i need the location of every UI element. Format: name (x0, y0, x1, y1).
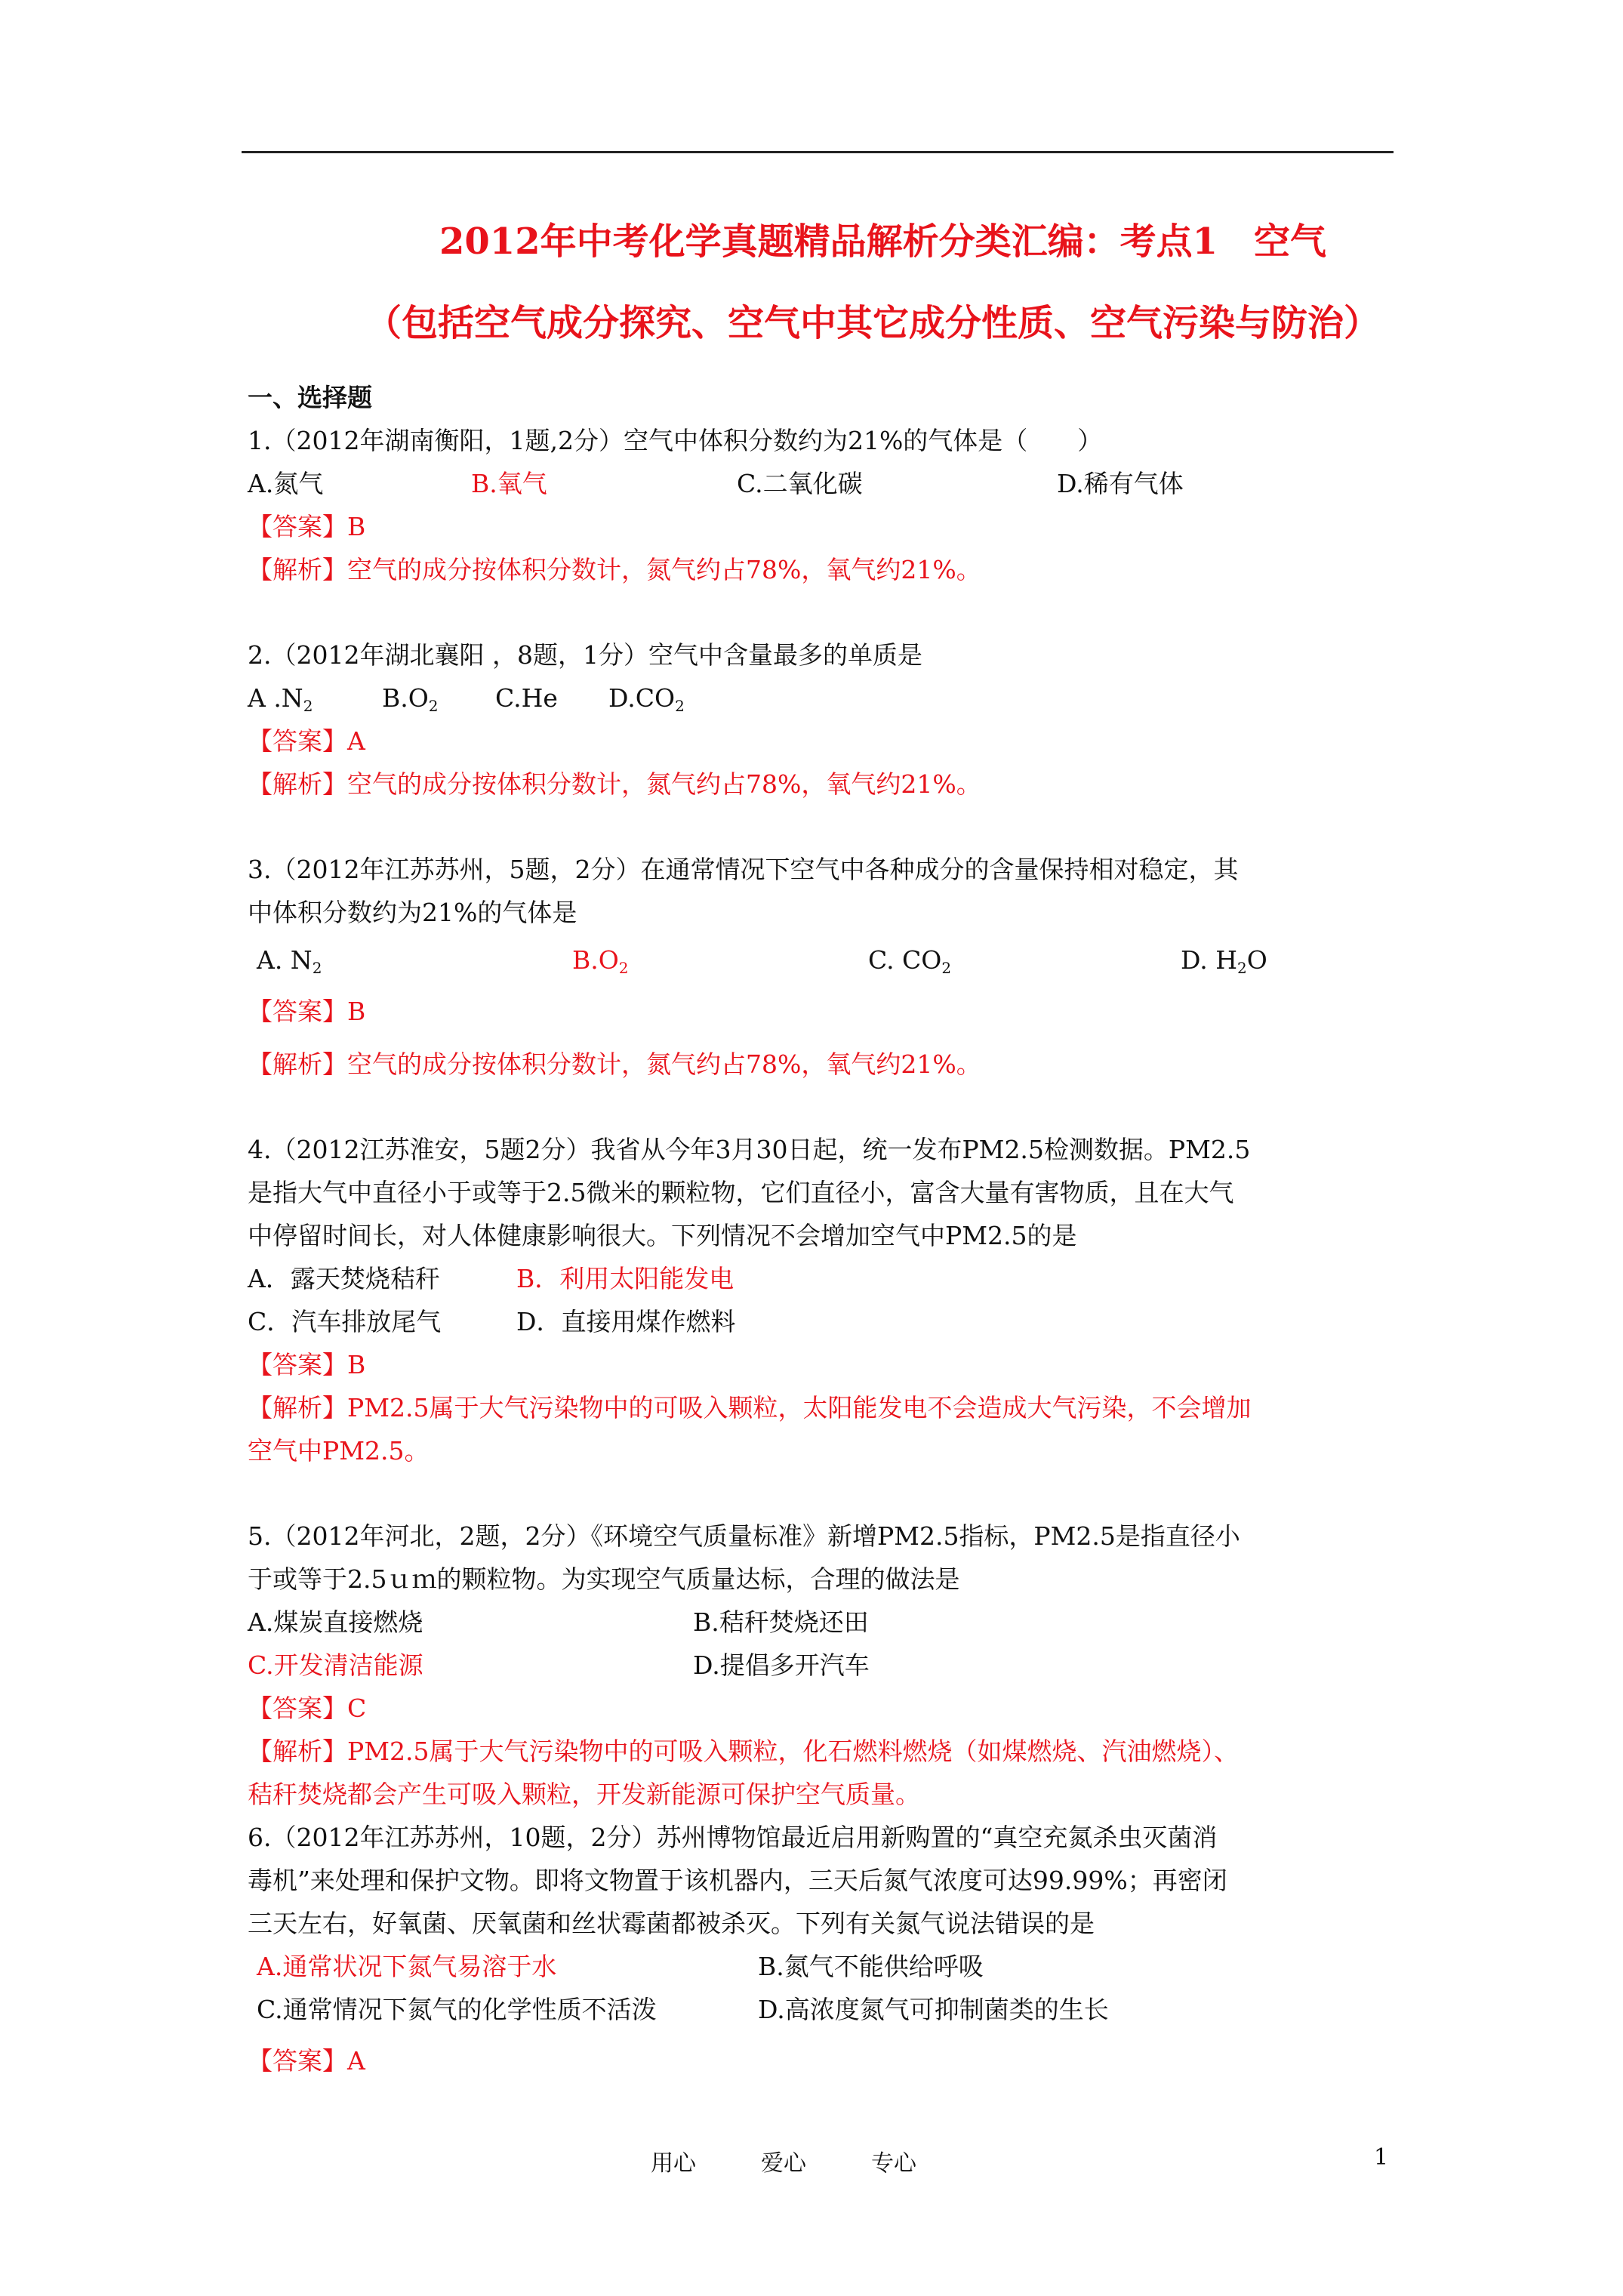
q5-stem-line-1: 5.（2012年河北，2题，2分）《环境空气质量标准》新增PM2.5指标，PM2.5是指直径小 (248, 1521, 1240, 1551)
q5-option-a: A.煤炭直接燃烧 (248, 1607, 423, 1637)
footer-word-2: 爱心 (761, 2150, 806, 2177)
q6-options-row-2 (248, 1988, 1395, 2031)
q1-option-d: D.稀有气体 (1057, 469, 1184, 498)
q5-stem-line-2: 于或等于2.5ｕｍ的颗粒物。为实现空气质量达标，合理的做法是 (248, 1564, 960, 1594)
q3-stem-line-2: 中体积分数约为21%的气体是 (248, 898, 577, 927)
q6-options-row-1 (248, 1945, 1395, 1988)
q2-analysis-text: 空气的成分按体积分数计，氮气约占78%，氧气约21%。 (347, 769, 981, 799)
footer-word-1: 用心 (651, 2150, 696, 2177)
q3-option-c: C. $CO_2$ (868, 945, 952, 977)
q3-options (248, 934, 1395, 987)
q4-analysis (248, 1386, 1395, 1429)
q5-options-row-1 (248, 1601, 1395, 1644)
q1-answer (248, 505, 1395, 548)
q3-analysis-text: 空气的成分按体积分数计，氮气约占78%，氧气约21%。 (347, 1049, 981, 1079)
q1-option-b: B.氧气 (471, 469, 547, 498)
q2-analysis (248, 763, 1395, 806)
page-footer (0, 2144, 1623, 2190)
q5-options-row-2 (248, 1644, 1395, 1687)
q6-stem-line-1: 6.（2012年江苏苏州，10题，2分）苏州博物馆最近启用新购置的“真空充氮杀虫灭菌消 (248, 1823, 1218, 1852)
q1-option-c: C.二氧化碳 (737, 469, 863, 498)
q1-analysis-text: 空气的成分按体积分数计，氮气约占78%，氧气约21%。 (347, 555, 981, 584)
q1-stem: 1.（2012年湖南衡阳，1题,2分）空气中体积分数约为21%的气体是（ ） (248, 426, 1103, 455)
header-rule (242, 151, 1394, 153)
q6-option-d: D.高浓度氮气可抑制菌类的生长 (758, 1995, 1109, 2024)
q4-option-b: B．利用太阳能发电 (516, 1264, 735, 1293)
analysis-label: 【解析】 (248, 1737, 347, 1766)
q2-answer (248, 720, 1395, 763)
analysis-label: 【解析】 (248, 1049, 347, 1079)
q4-option-c: C．汽车排放尾气 (248, 1307, 442, 1336)
q1-answer-value: B (347, 512, 366, 541)
page-number: 1 (1374, 2144, 1389, 2171)
q4-options-row-1 (248, 1257, 1395, 1300)
q2-options (248, 676, 1395, 720)
q3-analysis (248, 1043, 1395, 1086)
q4-stem-line-3: 中停留时间长，对人体健康影响很大。下列情况不会增加空气中PM2.5的是 (248, 1221, 1077, 1250)
q4-analysis-text-1: PM2.5属于大气污染物中的可吸入颗粒，太阳能发电不会造成大气污染，不会增加 (347, 1393, 1252, 1422)
q4-option-d: D．直接用煤作燃料 (516, 1307, 736, 1336)
q6-stem-line-3: 三天左右，好氧菌、厌氧菌和丝状霉菌都被杀灭。下列有关氮气说法错误的是 (248, 1909, 1095, 1938)
q5-analysis (248, 1730, 1395, 1773)
q3-option-a: A. $N_2$ (257, 945, 322, 977)
q5-option-c: C.开发清洁能源 (248, 1650, 423, 1680)
q2-option-a: A $.N_2$ (248, 683, 313, 715)
q2-option-c: C.He (495, 683, 558, 713)
analysis-label: 【解析】 (248, 1393, 347, 1422)
answer-label: 【答案】 (248, 1693, 347, 1723)
answer-label: 【答案】 (248, 1350, 347, 1379)
q4-stem-line-1: 4.（2012江苏淮安，5题2分）我省从今年3月30日起，统一发布PM2.5检测数据。PM2.5 (248, 1135, 1251, 1164)
q1-options (248, 462, 1395, 505)
q1-analysis (248, 548, 1395, 591)
q4-options-row-2 (248, 1300, 1395, 1343)
q6-option-b: B.氮气不能供给呼吸 (758, 1952, 984, 1981)
q5-option-b: B.秸秆焚烧还田 (693, 1607, 869, 1637)
q2-stem: 2.（2012年湖北襄阳 ，8题，1分）空气中含量最多的单质是 (248, 640, 922, 670)
q4-answer (248, 1343, 1395, 1386)
q3-option-d: D. $H_2O$ (1181, 945, 1267, 977)
section-heading: 一、选择题 (248, 383, 372, 412)
answer-label: 【答案】 (248, 726, 347, 756)
q3-stem-line-1: 3.（2012年江苏苏州，5题，2分）在通常情况下空气中各种成分的含量保持相对稳定，其 (248, 855, 1239, 884)
page-title: 2012年中考化学真题精品解析分类汇编：考点1 空气 (439, 220, 1326, 263)
q4-stem-line-2: 是指大气中直径小于或等于2.5微米的颗粒物，它们直径小，富含大量有害物质，且在大气 (248, 1178, 1234, 1207)
q4-answer-value: B (347, 1350, 366, 1379)
q3-answer-value: B (347, 997, 366, 1026)
q6-answer (248, 2031, 1395, 2084)
answer-label: 【答案】 (248, 512, 347, 541)
answer-label: 【答案】 (248, 2046, 347, 2076)
q6-option-c: C.通常情况下氮气的化学性质不活泼 (257, 1995, 657, 2024)
q4-analysis-line-2: 空气中PM2.5。 (248, 1436, 430, 1465)
q4-option-a: A．露天焚烧秸秆 (248, 1264, 440, 1293)
q2-option-d: $D.CO_2$ (608, 683, 685, 715)
answer-label: 【答案】 (248, 997, 347, 1026)
analysis-label: 【解析】 (248, 769, 347, 799)
q5-answer-value: C (347, 1693, 367, 1723)
page-subtitle: （包括空气成分探究、空气中其它成分性质、空气污染与防治） (365, 302, 1381, 344)
q3-answer (248, 987, 1395, 1043)
q6-stem-line-2: 毒机”来处理和保护文物。即将文物置于该机器内，三天后氮气浓度可达99.99%；再密闭 (248, 1866, 1227, 1895)
q3-option-b: $B.O_2$ (572, 945, 629, 977)
q2-answer-value: A (347, 726, 365, 756)
q6-option-a: A.通常状况下氮气易溶于水 (257, 1952, 557, 1981)
q5-analysis-line-2: 秸秆焚烧都会产生可吸入颗粒，开发新能源可保护空气质量。 (248, 1780, 920, 1809)
analysis-label: 【解析】 (248, 555, 347, 584)
q6-answer-value: A (347, 2046, 365, 2076)
q5-analysis-text-1: PM2.5属于大气污染物中的可吸入颗粒，化石燃料燃烧（如煤燃烧、汽油燃烧）、 (347, 1737, 1239, 1766)
document-body (248, 376, 1395, 2084)
footer-word-3: 专心 (871, 2150, 916, 2177)
q2-option-b: $B.O_2$ (382, 683, 439, 715)
q1-option-a: A.氮气 (248, 469, 324, 498)
q5-option-d: D.提倡多开汽车 (693, 1650, 870, 1680)
q5-answer (248, 1687, 1395, 1730)
